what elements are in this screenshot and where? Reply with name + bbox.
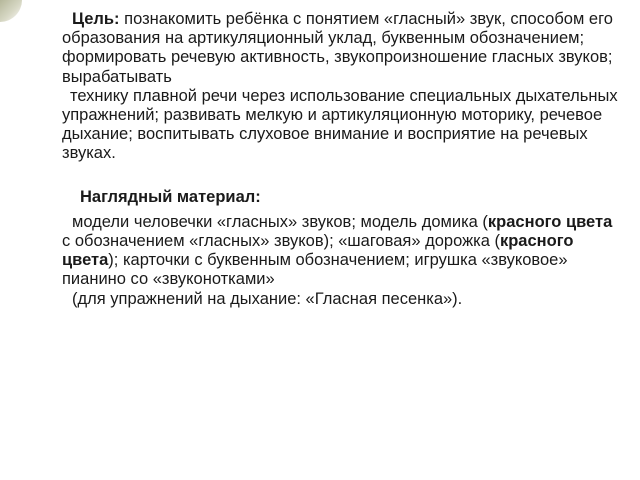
material-paragraph [62,213,622,290]
material-note: (для упражнений на дыхание: «Гласная песенка»). [72,289,463,308]
goal-text-1: познакомить ребёнка с понятием «гласный» звук, способом его образования на артикуляционный уклад, буквенным обозначением; формировать речевую активность, звукопроизношение гласных звуков; вырабатывать [62,10,613,86]
material-text-a: модели человечки «гласных» звуков; модель домика ( [72,212,488,231]
material-bold-red-2: красного цвета [62,232,574,270]
material-text-d: ); карточки с буквенным обозначением; игрушка «звуковое» пианино со «звуконотками» [62,251,568,289]
goal-paragraph [62,10,622,87]
goal-text-2: технику плавной речи через использование специальных дыхательных упражнений; развивать мелкую и артикуляционную моторику, речевое дыхание; воспитывать слуховое внимание и восприятие на речевых звуках. [62,86,618,163]
material-text-c: с обозначением «гласных» звуков); «шаговая» дорожка ( [62,232,500,251]
goal-label: Цель: [72,10,120,28]
decorative-corner [0,0,22,22]
material-bold-red-1: красного цвета [487,212,613,231]
slide-content [62,10,622,309]
material-heading: Наглядный материал: [80,187,261,206]
goal-paragraph-continued [62,87,622,164]
